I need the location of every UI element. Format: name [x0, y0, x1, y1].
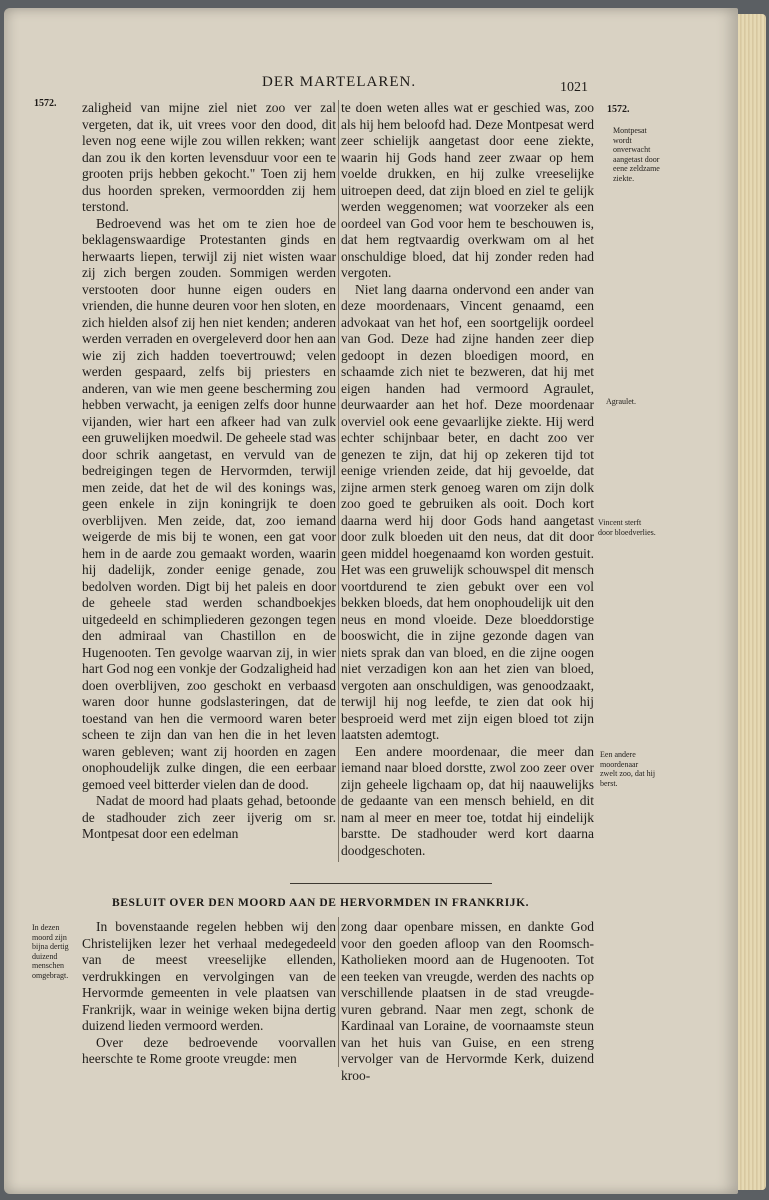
margin-note-another-murderer: Een andere moordenaar zwelt zoo, dat hij berst. [600, 750, 656, 788]
year-left-margin: 1572. [34, 98, 57, 109]
right-paragraph: Niet lang daarna ondervond een ander van deze moordenaars, Vincent genaamd, een advokaat van het hof, een soortgelijk oordeel van God. Deze had zijne handen zeer diep gedoopt in dezen bloedigen moord, en schaamde zich niet te bezweren, dat hij met eigen handen had vermoord Agraulet, deurwaarder aan het hof. Deze moordenaar overviel ook eene gevaarlijke ziekte. Hij werd echter schijnbaar beter, en dacht zoo ver genezen te zijn, dat hij op zekeren tijd tot eenige vrienden zeide, dat hij gevoelde, dat zijne armen sterk genoeg waren om zijn dolk zoo goed te gebruiken als ooit. Doch kort daarna werd hij door Gods hand aangetast door zulk bloeden uit den neus, dat dit door geen middel hoegenaamd kon worden gestuit. Het was een gruwelijk schouwspel dit mensch voortdurend te zien gebukt over een vol bekken bloeds, dat hem onophoudelijk uit den neus en mond vloeide. Deze bloeddorstige booswicht, die in zijne gezonde dagen van niets sprak dan van bloed, en die zijne oogen niet verzadigen kon aan het zien van bloed, vergoten aan onschuldigen, was genoodzaakt, terwijl hij nog leefde, te zien dat ook hij besproeid werd met zijn eigen bloed tot zijn laatsten ademtogt. [341, 281, 594, 742]
section-title: BESLUIT OVER DEN MOORD AAN DE HERVORMDEN IN FRANKRIJK. [112, 897, 530, 909]
right-paragraph: te doen weten alles wat er geschied was, zoo als hij hem beloofd had. Deze Montpesat werd zeer schielijk aangetast door eene ziekte, waarin hij Gods hand zeer zwaar op hem voelde drukken, en hij zulke vreeselijke uitroepen deed, dat zijn bloed en ziel te gelijk werden weggenomen; wat voorzeker als een oordeel van God voor hem te beschouwen is, dat hem regtvaardig overkwam om al het onschuldige bloed, dat hij zonder reden had vergoten. [341, 100, 594, 280]
page-number: 1021 [560, 80, 588, 95]
left-paragraph: Nadat de moord had plaats gehad, betoonde de stadhouder zich zeer ijverig om sr. Montpesat door een edelman [82, 793, 336, 841]
margin-note-montpesat: Montpesat wordt onverwacht aangetast door eene zeldzame ziekte. [613, 126, 660, 183]
page-edges [738, 14, 766, 1190]
column-divider [338, 100, 339, 862]
right-paragraph: Een andere moordenaar, die meer dan iemand naar bloed dorstte, zwol zoo zeer over zijn geheele ligchaam op, dat hij naauwelijks de gedaante van een mensch behield, en dit nam al meer en meer toe, totdat hij eindelijk barstte. De stadhouder werd kort daarna doodgeschoten. [341, 743, 594, 858]
margin-note-vincent: Vincent sterft door bloedverlies. [598, 518, 656, 537]
bottom-left-column [82, 919, 336, 1068]
margin-note-agraulet: Agraulet. [606, 397, 636, 406]
right-column [341, 100, 594, 859]
bottom-right-column [341, 919, 594, 1084]
bottom-left-paragraph: In bovenstaande regelen hebben wij den Christelijken lezer het verhaal medegedeeld van de meest vreeselijke ellenden, verdrukkingen en vervolgingen van de Hervormde gemeenten in vele plaatsen van Frankrijk, waar in weinige weken bijna dertig duizend lieden vermoord werden. [82, 919, 336, 1033]
column-divider-bottom [338, 917, 339, 1067]
running-head: DER MARTELAREN. [262, 74, 417, 90]
margin-note-massacre: In dezen moord zijn bijna dertig duizend menschen omgebragt. [32, 923, 69, 980]
left-paragraph: zaligheid van mijne ziel niet zoo ver zal vergeten, dat ik, uit vrees voor den dood, dit leven nog eene wijle zou willen rekken; want dan zou ik den korten levensduur voor een te grooten prijs hebben gekocht." Toen zij hem dus hoorden spreken, vermoordden zij hem terstond. [82, 100, 336, 214]
left-paragraph: Bedroevend was het om te zien hoe de beklagenswaardige Protestanten ginds en herwaarts liepen, terwijl zij niet wisten waar zij zich bergen zouden. Sommigen werden verstooten door hunne eigen ouders en vrienden, die hunne deuren voor hen sloten, en zich hielden alsof zij hen niet kenden; anderen werden verraden en overgeleverd door hen aan wie zij zich hadden toevertrouwd; velen werden gespaard, zelfs bij priesters en anderen, van wie men geene bescherming zou hebben verwacht, ja eenigen zelfs door hunne vijanden, wier hart een afkeer had van zulk een gruwelijken moedwil. De geheele stad was door schrik aangetast, en vervuld van de bedreigingen tegen de Hervormden, terwijl men zeide, dat het de wil des konings was, geen enkele in zijn koningrijk te doen overblijven. Men zeide, dat, zoo iemand weigerde de mis bij te wonen, een gat voor hem in de aarde zou gemaakt worden, waarin hij dadelijk, zonder eenige genade, zou bedolven worden. Digt bij het paleis en door de geheele stad werden schandboekjes uitgedeeld en schimpliederen gezongen tegen den admiraal van Chastillon en de Hugenooten. Ten gevolge waarvan zij, in wier hart God nog een vonkje der Godzaligheid had doen overblijven, zoo geschokt en verbaasd waren door hunne godslasteringen, dat de toestand van hen die vermoord waren beter scheen te zijn dan van hen die in het leven waren gebleven; want zij hoorden en zagen onophoudelijk zulke dingen, die een eerbaar gemoed veel bitterder vielen dan de dood. [82, 215, 336, 792]
bottom-left-paragraph: Over deze bedroevende voorvallen heerschte te Rome groote vreugde: men [82, 1034, 336, 1066]
bottom-right-paragraph: zong daar openbare missen, en dankte God voor den goeden afloop van den Roomsch-Katholieken moord aan de Hugenooten. Tot een teeken van vreugde, werden des nachts op verschillende plaatsen in de stad vreugde-vuren gebrand. Naar men zegt, schonk de Kardinaal van Loraine, de voornaamste steun van het huis van Guise, en een streng vervolger van de Hervormde Kerk, duizend kroo- [341, 919, 594, 1083]
left-column [82, 100, 336, 843]
section-rule [290, 883, 492, 884]
year-right-margin: 1572. [607, 104, 630, 115]
